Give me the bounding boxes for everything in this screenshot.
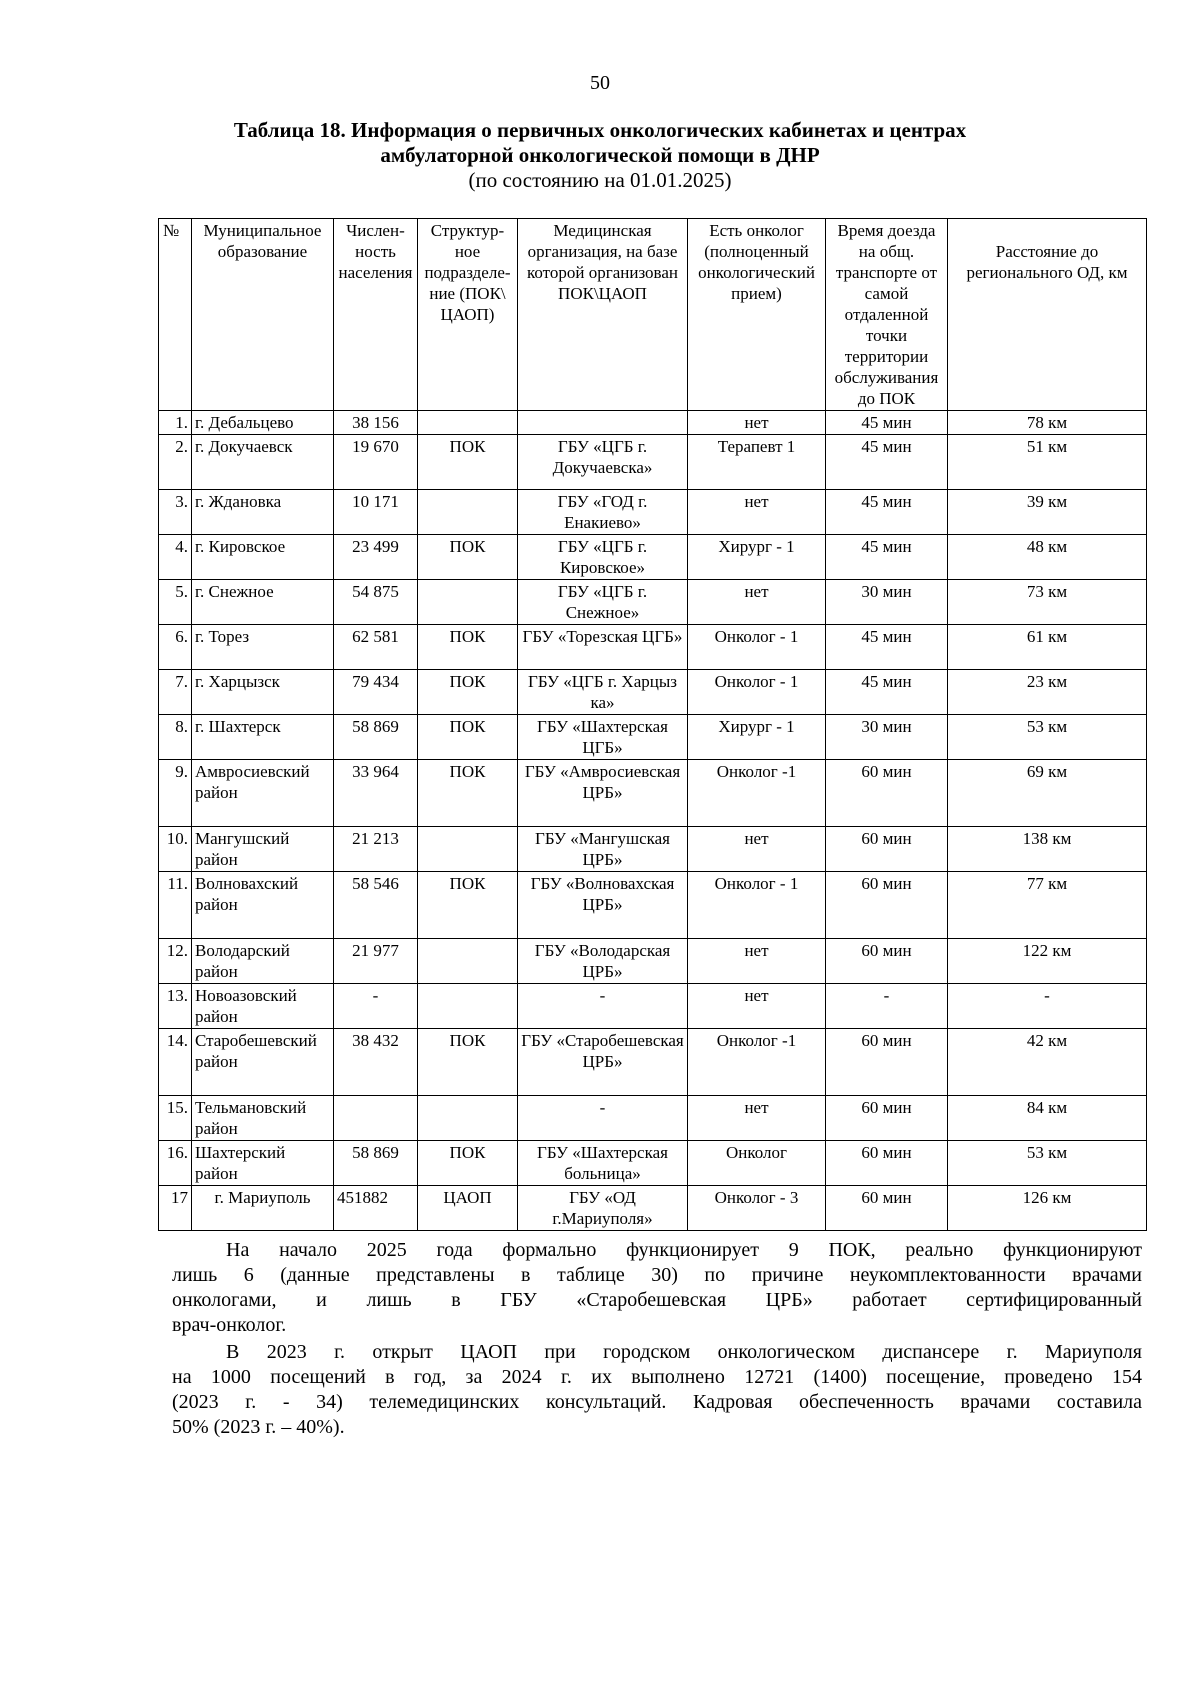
cell-number: 3. <box>159 490 192 535</box>
cell-travel-time: 60 мин <box>826 1186 948 1231</box>
cell-distance: 84 км <box>948 1096 1147 1141</box>
cell-organization: ГБУ «ЦГБ г. Снежное» <box>518 580 688 625</box>
cell-unit <box>418 984 518 1029</box>
cell-unit <box>418 580 518 625</box>
cell-unit: ПОК <box>418 760 518 827</box>
cell-number: 10. <box>159 827 192 872</box>
table-header-row <box>159 219 1147 411</box>
table-row <box>159 939 1147 984</box>
cell-distance: 126 км <box>948 1186 1147 1231</box>
title-line-2: амбулаторной онкологической помощи в ДНР <box>380 143 820 167</box>
cell-travel-time: 45 мин <box>826 435 948 490</box>
header-distance: Расстояние до регионального ОД, км <box>948 219 1147 411</box>
cell-unit <box>418 1096 518 1141</box>
cell-number: 1. <box>159 411 192 435</box>
cell-unit <box>418 939 518 984</box>
cell-population: 19 670 <box>334 435 418 490</box>
cell-population: 451882 <box>334 1186 418 1231</box>
table-row <box>159 435 1147 490</box>
cell-travel-time: 60 мин <box>826 827 948 872</box>
cell-travel-time: - <box>826 984 948 1029</box>
cell-municipality: Старобешевский район <box>192 1029 334 1096</box>
cell-oncologist: нет <box>688 411 826 435</box>
paragraph-2-line: на 1000 посещений в год, за 2024 г. их выполнено 12721 (1400) посещение, проведено 154 <box>172 1366 1142 1388</box>
cell-municipality: г. Торез <box>192 625 334 670</box>
cell-number: 17 <box>159 1186 192 1231</box>
cell-municipality: Володарский район <box>192 939 334 984</box>
cell-number: 13. <box>159 984 192 1029</box>
header-travel-time: Время доезда на общ. транспорте от самой отдаленной точки территории обслуживания до ПОК <box>826 219 948 411</box>
table-row <box>159 1029 1147 1096</box>
cell-population: 38 156 <box>334 411 418 435</box>
cell-unit: ПОК <box>418 1029 518 1096</box>
cell-number: 12. <box>159 939 192 984</box>
cell-oncologist: Онколог - 1 <box>688 872 826 939</box>
cell-distance: 53 км <box>948 715 1147 760</box>
cell-population: 54 875 <box>334 580 418 625</box>
header-number: № <box>159 219 192 411</box>
table-row <box>159 984 1147 1029</box>
cell-travel-time: 45 мин <box>826 535 948 580</box>
cell-distance: 53 км <box>948 1141 1147 1186</box>
cell-number: 16. <box>159 1141 192 1186</box>
cell-unit: ПОК <box>418 625 518 670</box>
paragraph-1-line: На начало 2025 года формально функционирует 9 ПОК, реально функционируют <box>226 1239 1142 1261</box>
cell-organization: ГБУ «Володарская ЦРБ» <box>518 939 688 984</box>
paragraph-2 <box>172 1340 1142 1440</box>
cell-unit: ПОК <box>418 535 518 580</box>
cell-population: 33 964 <box>334 760 418 827</box>
cell-travel-time: 60 мин <box>826 1096 948 1141</box>
cell-municipality: Мангушский район <box>192 827 334 872</box>
cell-oncologist: нет <box>688 490 826 535</box>
table-title <box>150 118 1050 193</box>
cell-organization: ГБУ «ГОД г. Енакиево» <box>518 490 688 535</box>
cell-unit: ПОК <box>418 435 518 490</box>
cell-distance: 122 км <box>948 939 1147 984</box>
table-row <box>159 827 1147 872</box>
cell-population: 58 869 <box>334 1141 418 1186</box>
cell-distance: 77 км <box>948 872 1147 939</box>
header-population: Числен-ность населения <box>334 219 418 411</box>
cell-travel-time: 60 мин <box>826 1029 948 1096</box>
cell-travel-time: 45 мин <box>826 625 948 670</box>
cell-population: 79 434 <box>334 670 418 715</box>
cell-oncologist: Хирург - 1 <box>688 715 826 760</box>
cell-municipality: г. Харцызск <box>192 670 334 715</box>
cell-unit: ПОК <box>418 1141 518 1186</box>
cell-population: 21 977 <box>334 939 418 984</box>
table-row <box>159 580 1147 625</box>
cell-travel-time: 60 мин <box>826 939 948 984</box>
cell-travel-time: 45 мин <box>826 490 948 535</box>
cell-municipality: г. Снежное <box>192 580 334 625</box>
cell-unit <box>418 411 518 435</box>
cell-travel-time: 60 мин <box>826 872 948 939</box>
table-row <box>159 670 1147 715</box>
cell-travel-time: 30 мин <box>826 580 948 625</box>
cell-unit: ПОК <box>418 715 518 760</box>
cell-distance: 138 км <box>948 827 1147 872</box>
title-line-1: Таблица 18. Информация о первичных онкологических кабинетах и центрах <box>233 118 967 142</box>
cell-population: 62 581 <box>334 625 418 670</box>
table-row <box>159 535 1147 580</box>
cell-organization <box>518 411 688 435</box>
cell-organization: ГБУ «ЦГБ г. Харцыз ка» <box>518 670 688 715</box>
table-row <box>159 760 1147 827</box>
cell-number: 2. <box>159 435 192 490</box>
cell-travel-time: 45 мин <box>826 411 948 435</box>
table-row <box>159 1141 1147 1186</box>
cell-oncologist: Терапевт 1 <box>688 435 826 490</box>
cell-municipality: г. Мариуполь <box>192 1186 334 1231</box>
oncology-cabinets-table <box>158 218 1147 1231</box>
cell-distance: 23 км <box>948 670 1147 715</box>
cell-oncologist: нет <box>688 939 826 984</box>
cell-organization: ГБУ «Волновахская ЦРБ» <box>518 872 688 939</box>
cell-oncologist: Хирург - 1 <box>688 535 826 580</box>
cell-distance: 61 км <box>948 625 1147 670</box>
cell-travel-time: 60 мин <box>826 1141 948 1186</box>
cell-oncologist: нет <box>688 580 826 625</box>
cell-organization: ГБУ «Торезская ЦГБ» <box>518 625 688 670</box>
cell-distance: 42 км <box>948 1029 1147 1096</box>
cell-organization: - <box>518 1096 688 1141</box>
cell-number: 8. <box>159 715 192 760</box>
cell-number: 9. <box>159 760 192 827</box>
cell-population: 58 546 <box>334 872 418 939</box>
cell-distance: 51 км <box>948 435 1147 490</box>
paragraph-2-line: В 2023 г. открыт ЦАОП при городском онкологическом диспансере г. Мариуполя <box>226 1341 1142 1363</box>
cell-unit <box>418 490 518 535</box>
cell-number: 14. <box>159 1029 192 1096</box>
table-row <box>159 490 1147 535</box>
header-unit: Структур-ное подразделе-ние (ПОК\ ЦАОП) <box>418 219 518 411</box>
cell-oncologist: нет <box>688 827 826 872</box>
cell-oncologist: нет <box>688 1096 826 1141</box>
cell-municipality: Шахтерский район <box>192 1141 334 1186</box>
cell-municipality: Тельмановский район <box>192 1096 334 1141</box>
header-oncologist: Есть онколог (полноценный онкологический прием) <box>688 219 826 411</box>
paragraph-1 <box>172 1238 1142 1338</box>
header-organization: Медицинская организация, на базе которой организован ПОК\ЦАОП <box>518 219 688 411</box>
cell-distance: 39 км <box>948 490 1147 535</box>
cell-number: 6. <box>159 625 192 670</box>
table-row <box>159 872 1147 939</box>
cell-organization: ГБУ «ОД г.Мариуполя» <box>518 1186 688 1231</box>
cell-oncologist: Онколог - 3 <box>688 1186 826 1231</box>
cell-population: - <box>334 984 418 1029</box>
cell-travel-time: 60 мин <box>826 760 948 827</box>
cell-number: 4. <box>159 535 192 580</box>
cell-municipality: Новоазовский район <box>192 984 334 1029</box>
cell-organization: ГБУ «Мангушская ЦРБ» <box>518 827 688 872</box>
cell-organization: ГБУ «Шахтерская больница» <box>518 1141 688 1186</box>
cell-unit <box>418 827 518 872</box>
cell-municipality: Волновахский район <box>192 872 334 939</box>
cell-number: 11. <box>159 872 192 939</box>
paragraph-2-line: (2023 г. - 34) телемедицинских консультаций. Кадровая обеспеченность врачами составила <box>172 1391 1142 1413</box>
cell-population: 38 432 <box>334 1029 418 1096</box>
cell-municipality: г. Дебальцево <box>192 411 334 435</box>
cell-municipality: Амвросиевский район <box>192 760 334 827</box>
page-number: 50 <box>590 72 610 94</box>
paragraph-1-line: лишь 6 (данные представлены в таблице 30) по причине неукомплектованности врачами <box>172 1264 1142 1286</box>
cell-oncologist: Онколог -1 <box>688 1029 826 1096</box>
cell-oncologist: Онколог -1 <box>688 760 826 827</box>
cell-oncologist: Онколог <box>688 1141 826 1186</box>
cell-unit: ЦАОП <box>418 1186 518 1231</box>
cell-distance: 78 км <box>948 411 1147 435</box>
cell-organization: ГБУ «Шахтерская ЦГБ» <box>518 715 688 760</box>
cell-organization: - <box>518 984 688 1029</box>
paragraph-2-line: 50% (2023 г. – 40%). <box>172 1416 345 1438</box>
table-row <box>159 715 1147 760</box>
cell-organization: ГБУ «Старобешевская ЦРБ» <box>518 1029 688 1096</box>
cell-oncologist: Онколог - 1 <box>688 625 826 670</box>
cell-oncologist: Онколог - 1 <box>688 670 826 715</box>
header-municipality: Муниципальное образование <box>192 219 334 411</box>
cell-distance: 69 км <box>948 760 1147 827</box>
cell-organization: ГБУ «ЦГБ г. Кировское» <box>518 535 688 580</box>
cell-population <box>334 1096 418 1141</box>
table-row <box>159 1186 1147 1231</box>
cell-number: 15. <box>159 1096 192 1141</box>
cell-organization: ГБУ «Амвросиевская ЦРБ» <box>518 760 688 827</box>
cell-unit: ПОК <box>418 872 518 939</box>
cell-number: 5. <box>159 580 192 625</box>
cell-number: 7. <box>159 670 192 715</box>
cell-population: 10 171 <box>334 490 418 535</box>
title-date: (по состоянию на 01.01.2025) <box>468 168 732 192</box>
table-row <box>159 1096 1147 1141</box>
cell-population: 23 499 <box>334 535 418 580</box>
table-row <box>159 625 1147 670</box>
cell-distance: 48 км <box>948 535 1147 580</box>
cell-municipality: г. Шахтерск <box>192 715 334 760</box>
cell-oncologist: нет <box>688 984 826 1029</box>
cell-municipality: г. Ждановка <box>192 490 334 535</box>
cell-travel-time: 30 мин <box>826 715 948 760</box>
cell-distance: 73 км <box>948 580 1147 625</box>
cell-municipality: г. Кировское <box>192 535 334 580</box>
cell-municipality: г. Докучаевск <box>192 435 334 490</box>
paragraph-1-line: онкологами, и лишь в ГБУ «Старобешевская ЦРБ» работает сертифицированный <box>172 1289 1142 1311</box>
cell-population: 58 869 <box>334 715 418 760</box>
table-row <box>159 411 1147 435</box>
cell-unit: ПОК <box>418 670 518 715</box>
cell-travel-time: 45 мин <box>826 670 948 715</box>
paragraph-1-line: врач-онколог. <box>172 1314 287 1336</box>
cell-organization: ГБУ «ЦГБ г. Докучаевска» <box>518 435 688 490</box>
cell-population: 21 213 <box>334 827 418 872</box>
cell-distance: - <box>948 984 1147 1029</box>
